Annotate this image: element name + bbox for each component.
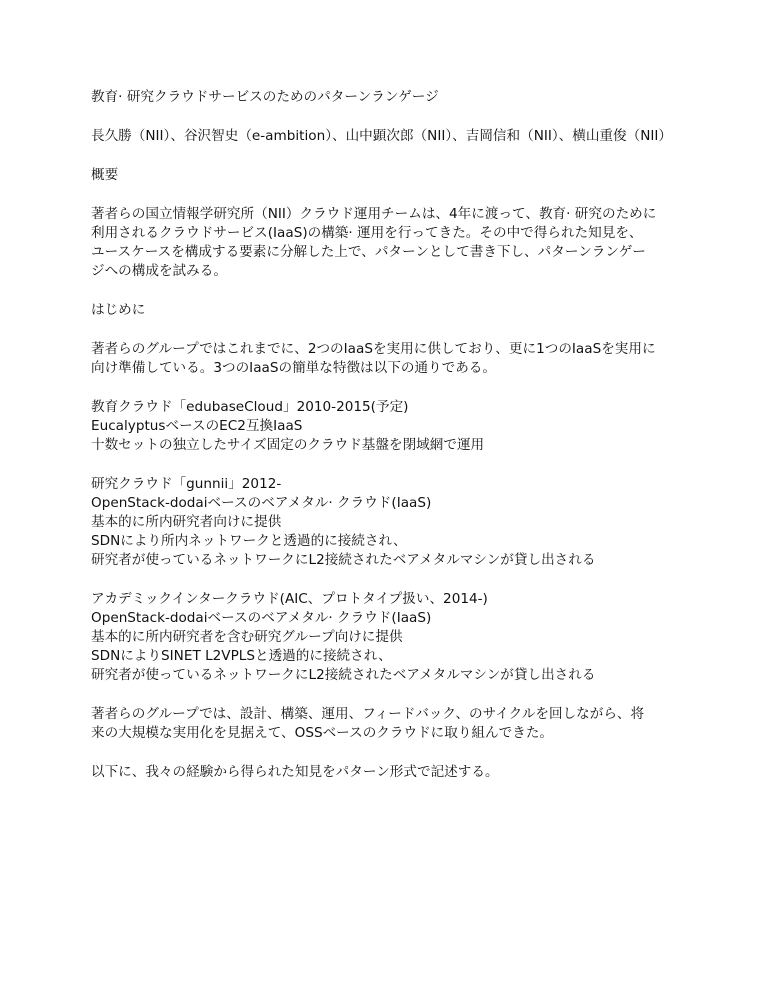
document-title: 教育· 研究クラウドサービスのためのパターンランゲージ: [91, 89, 439, 105]
abstract-line: ジへの構成を試みる。: [91, 263, 227, 279]
cloud-line: 研究者が使っているネットワークにL2接続されたベアメタルマシンが貸し出される: [91, 552, 596, 568]
abstract-line: ユースケースを構成する要素に分解した上で、パターンとして書き下し、パターンランゲー: [91, 244, 646, 260]
abstract-line: 利用されるクラウドサービス(IaaS)の構築· 運用を行ってきた。その中で得られた知見を、: [91, 225, 643, 241]
cloud-line: OpenStack-dodaiベースのベアメタル· クラウド(IaaS): [91, 610, 432, 626]
final-sentence: 以下に、我々の経験から得られた知見をパターン形式で記述する。: [91, 764, 499, 780]
closing-paragraph: [91, 705, 708, 743]
intro-paragraph: [91, 340, 708, 378]
cloud-line: 基本的に所内研究者を含む研究グループ向けに提供: [91, 629, 403, 645]
cloud-line: 教育クラウド「edubaseCloud」2010-2015(予定): [91, 399, 409, 415]
cloud-line: SDNによりSINET L2VPLSと透過的に接続され、: [91, 648, 392, 664]
cloud-line: OpenStack-dodaiベースのベアメタル· クラウド(IaaS): [91, 495, 432, 511]
abstract-paragraph: [91, 205, 708, 281]
abstract-line: 著者らの国立情報学研究所（NII）クラウド運用チームは、4年に渡って、教育· 研究のために: [91, 206, 657, 222]
closing-line: 著者らのグループでは、設計、構築、運用、フィードバック、のサイクルを回しながら、将: [91, 706, 645, 722]
cloud-line: 十数セットの独立したサイズ固定のクラウド基盤を閉域網で運用: [91, 437, 485, 453]
cloud-line: 研究クラウド「gunnii」2012-: [91, 476, 282, 492]
closing-line: 来の大規模な実用化を見据えて、OSSベースのクラウドに取り組んできた。: [91, 725, 554, 741]
abstract-heading: 概要: [91, 167, 119, 183]
intro-heading: はじめに: [91, 302, 146, 318]
cloud-block-edubase: [91, 398, 708, 455]
cloud-block-gunnii: [91, 475, 708, 570]
cloud-line: 研究者が使っているネットワークにL2接続されたベアメタルマシンが貸し出される: [91, 667, 596, 683]
cloud-line: アカデミックインタークラウド(AIC、プロトタイプ扱い、2014-): [91, 591, 488, 607]
cloud-line: 基本的に所内研究者向けに提供: [91, 514, 282, 530]
author-list: 長久勝（NII）、谷沢智史（e-ambition）、山中顕次郎（NII）、吉岡信和（NII）、横山重俊（NII）: [91, 128, 673, 144]
cloud-line: SDNにより所内ネットワークと透過的に接続され、: [91, 533, 407, 549]
intro-line: 向け準備している。3つのIaaSの簡単な特徴は以下の通りである。: [91, 360, 496, 376]
cloud-line: EucalyptusベースのEC2互換IaaS: [91, 418, 303, 434]
cloud-block-aic: [91, 590, 708, 685]
intro-line: 著者らのグループではこれまでに、2つのIaaSを実用に供しており、更に1つのIaaSを実用に: [91, 341, 656, 357]
